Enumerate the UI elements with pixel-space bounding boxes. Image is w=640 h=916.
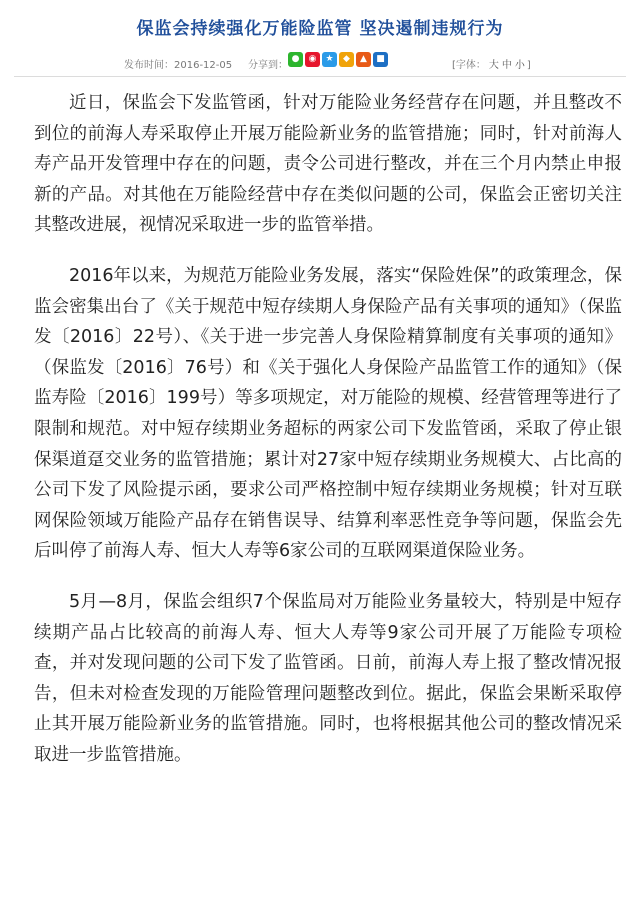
share-icons [288,52,388,67]
renren-icon[interactable]: ■ [373,52,388,67]
article-body [34,88,622,790]
qzone-icon[interactable]: ★ [322,52,337,67]
weibo-icon[interactable]: ◉ [305,52,320,67]
paragraph-3: 5月—8月，保监会组织7个保监局对万能险业务量较大，特别是中短存续期产品占比较高的前海人寿、恒大人寿等9家公司开展了万能险专项检查，并对发现问题的公司下发了监管函。日前，前海人寿上报了整改情况报告，但未对检查发现的万能险管理问题整改到位。据此，保监会果断采取停止其开展万能险新业务的监管措施。同时，也将根据其他公司的整改情况采取进一步监管措施。 [34,591,622,765]
article-title: 保监会持续强化万能险监管 坚决遏制违规行为 [136,19,504,39]
font-large-button[interactable]: 大 [488,60,499,71]
douban-icon[interactable]: ▲ [356,52,371,67]
publish-date: 发布时间：2016-12-05 [124,60,233,71]
paragraph-2: 2016年以来，为规范万能险业务发展，落实“保险姓保”的政策理念，保监会密集出台了《关于规范中短存续期人身保险产品有关事项的通知》（保监发〔2016〕22号）、《关于进一步完善人身保险精算制度有关事项的通知》（保监发〔2016〕76号）和《关于强化人身保险产品监管工作的通知》（保监寿险〔2016〕199号）等多项规定，对万能险的规模、经营管理等进行了限制和规范。对中短存续期业务超标的两家公司下发监管函，采取了停止银保渠道趸交业务的监管措施；累计对27家中短存续期业务规模大、占比高的公司下发了风险提示函，要求公司严格控制中短存续期业务规模；针对互联网保险领域万能险产品存在销售误导、结算利率恶性竞争等问题，保监会先后叫停了前海人寿、恒大人寿等6家公司的互联网渠道保险业务。 [34,265,622,562]
article-meta [0,52,640,74]
font-size-close: ] [526,60,531,71]
font-medium-button[interactable]: 中 [501,60,512,71]
tencent-icon[interactable]: ◆ [339,52,354,67]
header-divider [14,76,626,77]
font-size-label: [字体： [452,60,486,71]
share-label: 分享到： [248,60,288,71]
font-size-control [452,56,531,71]
wechat-icon[interactable]: ● [288,52,303,67]
font-small-button[interactable]: 小 [514,60,525,71]
paragraph-1: 近日，保监会下发监管函，针对万能险业务经营存在问题，并且整改不到位的前海人寿采取停止开展万能险新业务的监管措施；同时，针对前海人寿产品开发管理中存在的问题，责令公司进行整改，并在三个月内禁止申报新的产品。对其他在万能险经营中存在类似问题的公司，保监会正密切关注其整改进展，视情况采取进一步的监管举措。 [34,93,622,236]
